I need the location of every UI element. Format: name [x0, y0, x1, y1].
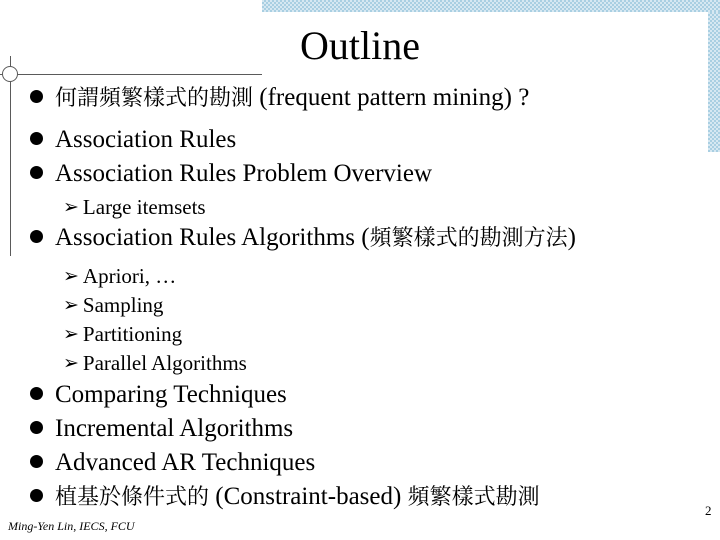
bullet-icon: [30, 421, 43, 434]
arrow-right-icon: ➢: [63, 196, 79, 218]
footer-author: Ming-Yen Lin, IECS, FCU: [8, 519, 135, 533]
bullet-icon: [30, 489, 43, 502]
bullet-item: Association Rules Algorithms (頻繁樣式的勘測方法): [30, 223, 576, 254]
bullet-icon: [30, 230, 43, 243]
bullet-item: Incremental Algorithms: [30, 414, 293, 444]
slide-title: Outline: [300, 23, 420, 68]
bullet-icon: [30, 132, 43, 145]
sub-bullet-item: ➢ Parallel Algorithms: [63, 351, 247, 375]
sub-bullet-item: ➢ Apriori, …: [63, 264, 177, 288]
left-rule-line: [10, 56, 11, 256]
top-decorative-band: [262, 0, 720, 12]
title-rule-line: [0, 74, 262, 75]
page-number: 2: [705, 503, 712, 518]
bullet-item: Association Rules: [30, 125, 236, 155]
sub-bullet-item: ➢ Sampling: [63, 293, 164, 317]
arrow-right-icon: ➢: [63, 294, 79, 316]
sub-bullet-item: ➢ Partitioning: [63, 322, 183, 346]
bullet-icon: [30, 166, 43, 179]
bullet-item: 何謂頻繁樣式的勘測 (frequent pattern mining) ?: [30, 83, 529, 114]
sub-bullet-item: ➢ Large itemsets: [63, 195, 206, 219]
bullet-icon: [30, 455, 43, 468]
bullet-item: Advanced AR Techniques: [30, 448, 315, 478]
bullet-icon: [30, 90, 43, 103]
bullet-item: Association Rules Problem Overview: [30, 159, 432, 189]
arrow-right-icon: ➢: [63, 352, 79, 374]
bullet-item: Comparing Techniques: [30, 380, 287, 410]
bullet-item: 植基於條件式的 (Constraint-based) 頻繁樣式勘測: [30, 482, 540, 513]
arrow-right-icon: ➢: [63, 323, 79, 345]
arrow-right-icon: ➢: [63, 265, 79, 287]
bullet-icon: [30, 387, 43, 400]
